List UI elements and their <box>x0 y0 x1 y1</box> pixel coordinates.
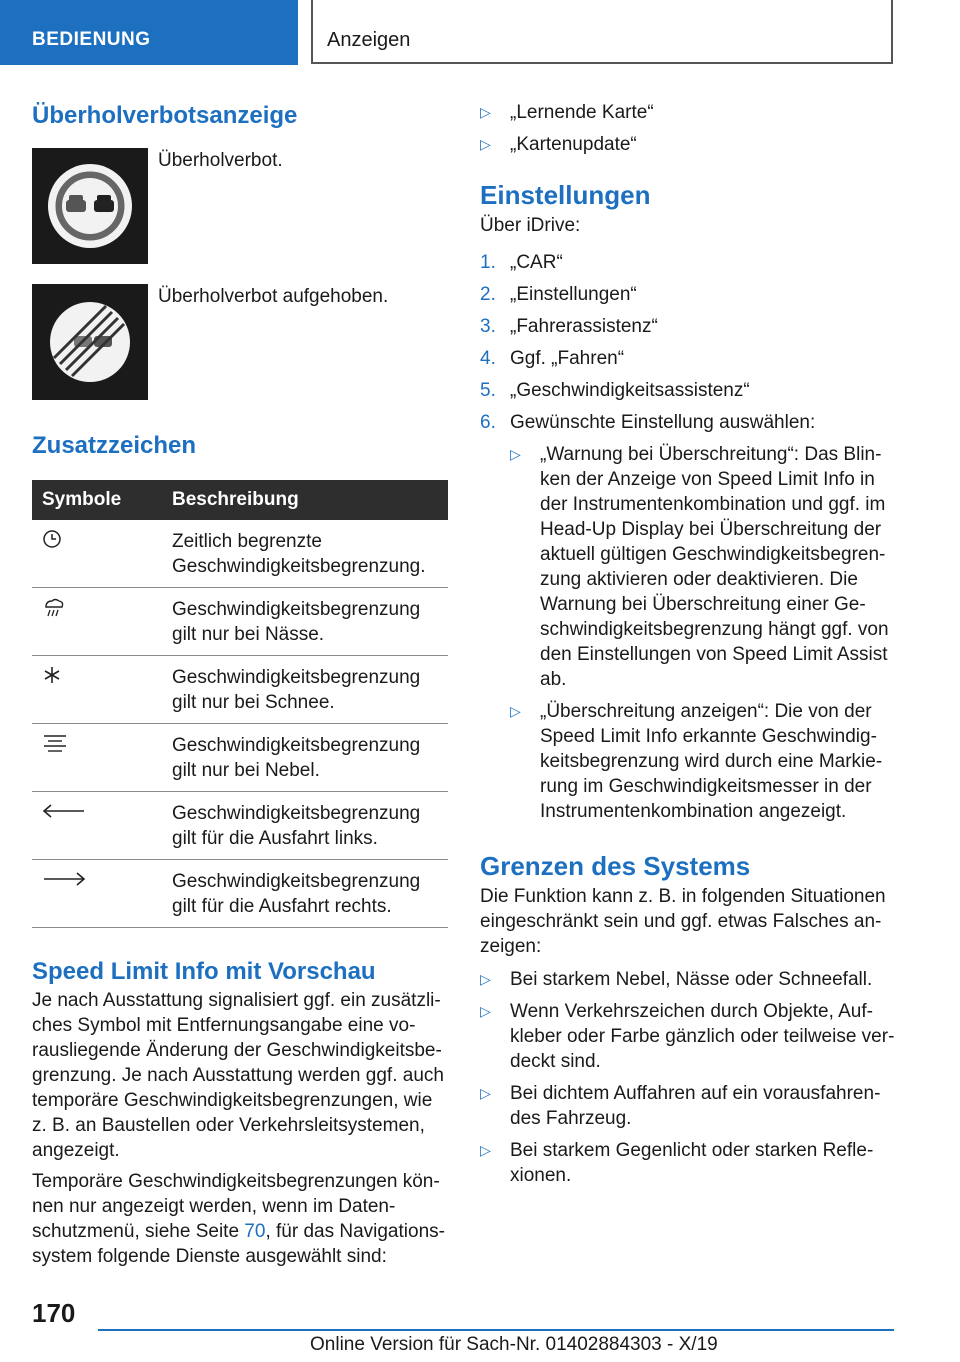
list-item: ▷ Bei starkem Nebel, Nässe oder Schneefall. <box>480 969 873 990</box>
table-row <box>32 520 448 588</box>
arrow-left-icon <box>42 803 86 819</box>
sign-row-end-overtaking <box>32 284 448 400</box>
end-no-overtaking-sign-image <box>32 284 148 400</box>
list-item: ▷ „Überschreitung anzeigen“: Die von der Speed Limit Info erkannte Geschwindigkeitsbegrenzung wird durch eine Markierung im Geschwindigkeitsmesser in der Instrumentenkombination angezeigt. <box>510 701 883 822</box>
left-column <box>32 100 448 1269</box>
table-row <box>32 724 448 792</box>
additional-signs-table <box>32 480 448 928</box>
sign-row-no-overtaking <box>32 148 448 264</box>
list-item: 5. „Geschwindigkeitsassistenz“ <box>480 380 750 401</box>
right-column <box>480 100 900 1188</box>
list-item: ▷ Wenn Verkehrszeichen durch Objekte, Aufkleber oder Farbe gänzlich oder teilweise verdeckt sind. <box>480 1001 895 1072</box>
col-header-symbol: Symbole <box>32 480 162 520</box>
triangle-bullet-icon: ▷ <box>480 971 491 987</box>
description-cell: Zeitlich begrenzte Geschwindigkeitsbegrenzung. <box>162 520 448 588</box>
col-header-description: Beschreibung <box>162 480 448 520</box>
heading-speed-limit-preview: Speed Limit Info mit Vorschau <box>32 958 376 985</box>
table-row <box>32 860 448 928</box>
description-cell: Geschwindigkeitsbegrenzung gilt nur bei Schnee. <box>162 656 448 724</box>
heading-system-limits: Grenzen des Systems <box>480 851 751 881</box>
via-idrive-text: Über iDrive: <box>480 215 581 236</box>
table-header-row <box>32 480 448 520</box>
table-row <box>32 656 448 724</box>
list-item: ▷ „Kartenupdate“ <box>480 134 637 155</box>
symbol-cell <box>32 724 162 792</box>
triangle-bullet-icon: ▷ <box>480 1142 491 1158</box>
header-section-tab <box>0 0 298 65</box>
page-reference-link[interactable]: 70 <box>244 1221 266 1242</box>
triangle-bullet-icon: ▷ <box>510 446 521 462</box>
header-chapter-label: Anzeigen <box>327 29 411 51</box>
list-item: ▷ Bei starkem Gegenlicht oder starken Reflexionen. <box>480 1140 874 1186</box>
end-no-overtaking-text: Überholverbot aufgehoben. <box>158 286 389 307</box>
preview-paragraph-2: Temporäre Geschwindigkeitsbegrenzungen können nur angezeigt werden, wenn im Datenschutzmenü, siehe Seite 70, für das Navigationssystem folgende Dienste ausgewählt sind: <box>32 1171 445 1267</box>
rain-icon <box>42 597 66 619</box>
list-item: ▷ „Lernende Karte“ <box>480 102 654 123</box>
arrow-right-icon <box>42 871 86 887</box>
limits-intro-text: Die Funktion kann z. B. in folgenden Situationen eingeschränkt sein und ggf. etwas Falsches anzeigen: <box>480 886 886 957</box>
triangle-bullet-icon: ▷ <box>480 1003 491 1019</box>
description-cell: Geschwindigkeitsbegrenzung gilt für die Ausfahrt rechts. <box>162 860 448 928</box>
fog-icon <box>42 733 68 753</box>
list-item: 6. Gewünschte Einstellung auswählen: <box>480 412 816 433</box>
triangle-bullet-icon: ▷ <box>480 1085 491 1101</box>
list-item: 3. „Fahrerassistenz“ <box>480 316 658 337</box>
description-cell: Geschwindigkeitsbegrenzung gilt nur bei Nässe. <box>162 588 448 656</box>
no-overtaking-text: Überholverbot. <box>158 150 283 171</box>
symbol-cell <box>32 656 162 724</box>
footer-divider <box>98 1329 894 1331</box>
list-item: 2. „Einstellungen“ <box>480 284 637 305</box>
list-item: 4. Ggf. „Fahren“ <box>480 348 625 369</box>
heading-settings: Einstellungen <box>480 180 651 210</box>
symbol-cell <box>32 520 162 588</box>
list-item: ▷ „Warnung bei Überschreitung“: Das Blinken der Anzeige von Speed Limit Info in der Instrumentenkombination und ggf. im Head-Up Display bei Überschreitung der aktuell gültigen Geschwindigkeitsbegrenzung aktivieren oder deaktivieren. Die Warnung bei Überschreitung einer Geschwindigkeitsbegrenzung hängt ggf. von den Einstellungen von Speed Limit Assist ab. <box>510 444 889 690</box>
description-cell: Geschwindigkeitsbegrenzung gilt nur bei Nebel. <box>162 724 448 792</box>
preview-paragraph-1: Je nach Ausstattung signalisiert ggf. ein zusätzliches Symbol mit Entfernungsangabe eine vorausliegende Änderung der Geschwindigkeitsbegrenzung. Je nach Ausstattung werden ggf. auch temporäre Geschwindigkeitsbegrenzungen, wie z. B. an Baustellen oder Verkehrsleitsystemen, angezeigt. <box>32 990 444 1161</box>
table-row <box>32 792 448 860</box>
triangle-bullet-icon: ▷ <box>480 136 491 152</box>
description-cell: Geschwindigkeitsbegrenzung gilt für die Ausfahrt links. <box>162 792 448 860</box>
table-row <box>32 588 448 656</box>
page-number: 170 <box>32 1298 76 1328</box>
triangle-bullet-icon: ▷ <box>480 104 491 120</box>
symbol-cell <box>32 860 162 928</box>
triangle-bullet-icon: ▷ <box>510 703 521 719</box>
heading-overtaking: Überholverbotsanzeige <box>32 102 298 129</box>
footer-edition-text: Online Version für Sach-Nr. 01402884303 - X/19 <box>310 1334 718 1355</box>
clock-icon <box>42 529 62 549</box>
list-item: 1. „CAR“ <box>480 252 563 273</box>
heading-additional-signs: Zusatzzeichen <box>32 432 197 459</box>
symbol-cell <box>32 588 162 656</box>
no-overtaking-sign-image <box>32 148 148 264</box>
symbol-cell <box>32 792 162 860</box>
snowflake-icon <box>42 665 62 685</box>
list-item: ▷ Bei dichtem Auffahren auf ein vorausfahrendes Fahrzeug. <box>480 1083 881 1129</box>
header-section-label: BEDIENUNG <box>32 29 151 50</box>
header-chapter-box <box>311 0 893 64</box>
